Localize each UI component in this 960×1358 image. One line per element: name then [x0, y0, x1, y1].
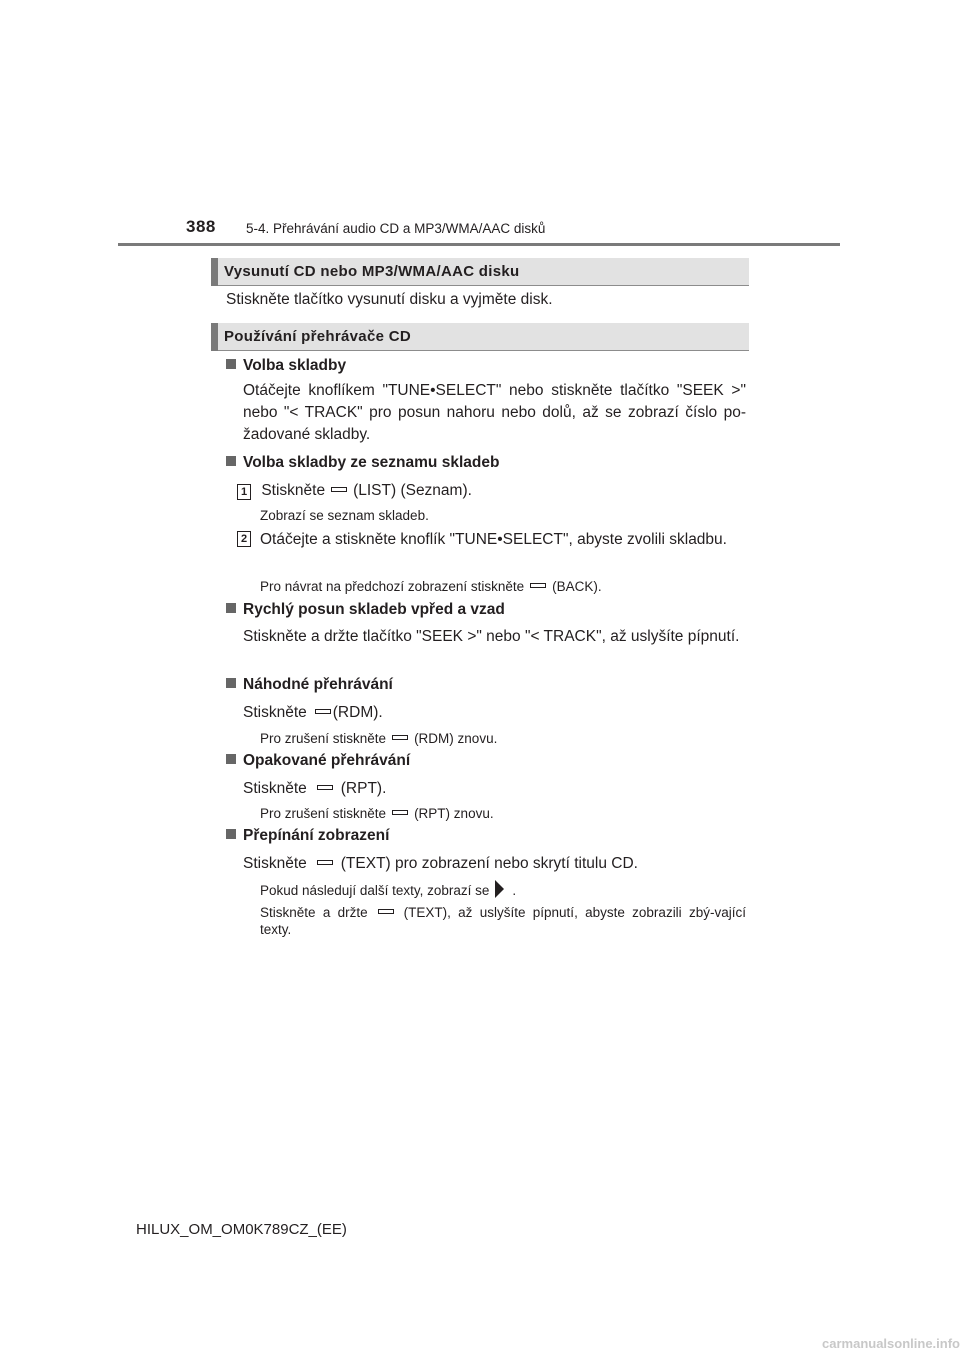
- list-step-1-note: Zobrazí se seznam skladeb.: [260, 508, 429, 523]
- step-2-note-a: Pro návrat na předchozí zobrazení stiskněte: [260, 579, 525, 594]
- button-icon: [392, 810, 408, 815]
- header-rule: [118, 243, 840, 246]
- eject-text: Stiskněte tlačítko vysunutí disku a vyjměte disk.: [226, 291, 553, 308]
- section-marker: [211, 258, 218, 286]
- button-icon: [530, 583, 546, 588]
- step-number-1: 1: [237, 484, 251, 500]
- page-number: 388: [186, 217, 216, 236]
- button-icon: [317, 860, 333, 865]
- bullet-square-icon: [226, 829, 236, 839]
- heading-random-label: Náhodné přehrávání: [243, 676, 393, 693]
- repeat-text-a: Stiskněte: [243, 780, 307, 797]
- button-icon: [378, 909, 394, 914]
- random-text: [243, 702, 383, 724]
- section-player: [211, 323, 749, 351]
- heading-repeat-label: Opakované přehrávání: [243, 752, 411, 769]
- bullet-square-icon: [226, 678, 236, 688]
- display-note-1-b: .: [512, 883, 517, 898]
- random-text-b: (RDM).: [332, 704, 383, 721]
- track-text: Otáčejte knoflíkem "TUNE•SELECT" nebo stiskněte tlačítko "SEEK >" nebo "< TRACK" pro posun nahoru nebo dolů, až se zobrazí číslo po-žadované skladby.: [243, 382, 746, 443]
- section-eject: [211, 258, 749, 286]
- heading-list: [226, 454, 499, 472]
- watermark: carmanualsonline.info: [822, 1336, 960, 1351]
- repeat-text-b: (RPT).: [340, 780, 387, 797]
- bullet-square-icon: [226, 754, 236, 764]
- display-note-2-a: Stiskněte a držte: [260, 905, 368, 920]
- display-note-2-b: (TEXT), až uslyšíte pípnutí, abyste zobrazili zbý-vající texty.: [260, 905, 746, 937]
- display-note-1: [260, 880, 516, 899]
- doc-code: HILUX_OM_OM0K789CZ_(EE): [136, 1221, 347, 1238]
- random-note-a: Pro zrušení stiskněte: [260, 731, 387, 746]
- heading-random: [226, 676, 393, 694]
- step-2-text: Otáčejte a stiskněte knoflík "TUNE•SELECT", abyste zvolili skladbu.: [260, 531, 727, 548]
- heading-track-label: Volba skladby: [243, 357, 347, 374]
- step-2-note-b: (BACK).: [552, 579, 602, 594]
- next-arrow-icon: [495, 880, 504, 898]
- repeat-note-a: Pro zrušení stiskněte: [260, 806, 387, 821]
- bullet-square-icon: [226, 359, 236, 369]
- repeat-note: [260, 805, 494, 822]
- heading-fast-label: Rychlý posun skladeb vpřed a vzad: [243, 601, 505, 618]
- random-note: [260, 730, 497, 747]
- repeat-text: [243, 778, 386, 800]
- heading-track: [226, 357, 346, 375]
- display-note-1-a: Pokud následují další texty, zobrazí se: [260, 883, 490, 898]
- display-note-2: [260, 904, 746, 938]
- random-note-b: (RDM) znovu.: [414, 731, 498, 746]
- bullet-square-icon: [226, 456, 236, 466]
- step-number-2: 2: [237, 531, 251, 547]
- list-step-2: [237, 529, 746, 551]
- repeat-note-b: (RPT) znovu.: [414, 806, 494, 821]
- display-text-a: Stiskněte: [243, 855, 307, 872]
- random-text-a: Stiskněte: [243, 704, 307, 721]
- fast-text: Stiskněte a držte tlačítko "SEEK >" nebo "< TRACK", až uslyšíte pípnutí.: [243, 628, 740, 645]
- list-step-1: [237, 480, 472, 502]
- bullet-square-icon: [226, 603, 236, 613]
- button-icon: [392, 735, 408, 740]
- button-icon: [317, 785, 333, 790]
- section-title-player: Používání přehrávače CD: [224, 328, 411, 345]
- heading-list-label: Volba skladby ze seznamu skladeb: [243, 454, 500, 471]
- button-icon: [315, 709, 331, 714]
- section-marker: [211, 323, 218, 351]
- display-text: [243, 853, 638, 875]
- heading-repeat: [226, 752, 410, 770]
- step-1-text-b: (LIST) (Seznam).: [353, 482, 472, 499]
- heading-fast: [226, 601, 505, 619]
- step-1-text-a: Stiskněte: [261, 482, 326, 499]
- heading-display-label: Přepínání zobrazení: [243, 827, 390, 844]
- display-text-b: (TEXT) pro zobrazení nebo skrytí titulu CD.: [340, 855, 638, 872]
- button-icon: [331, 487, 347, 492]
- heading-display: [226, 827, 389, 845]
- list-step-2-note: [260, 578, 602, 595]
- section-title-eject: Vysunutí CD nebo MP3/WMA/AAC disku: [224, 263, 520, 280]
- chapter-title: 5-4. Přehrávání audio CD a MP3/WMA/AAC disků: [246, 221, 546, 236]
